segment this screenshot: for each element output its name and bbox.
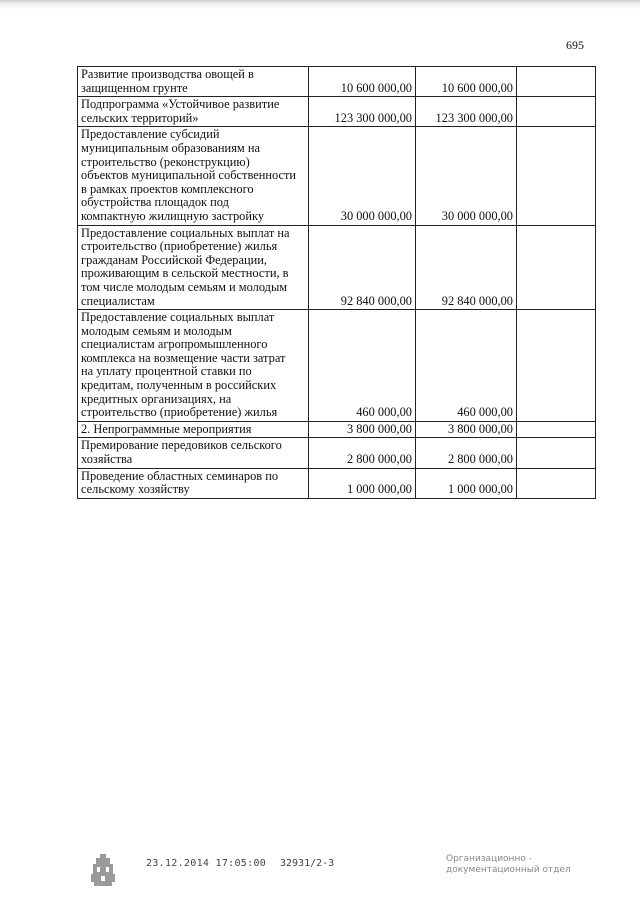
- row-name-line: 2. Непрограммные мероприятия: [81, 421, 252, 436]
- row-name-line: защищенном грунте: [81, 80, 188, 95]
- amount-cell: 460 000,00: [309, 310, 416, 422]
- amount-cell: 1 000 000,00: [309, 468, 416, 498]
- amount-cell: 1 000 000,00: [416, 468, 517, 498]
- row-name-cell: [78, 438, 309, 468]
- row-name-line: сельских территорий»: [81, 110, 199, 125]
- amount-cell: 123 300 000,00: [309, 97, 416, 127]
- table-row: [78, 421, 596, 438]
- row-name-line: молодым семьям и молодым: [81, 323, 232, 338]
- empty-cell: [517, 97, 596, 127]
- row-name-line: комплекса на возмещение части затрат: [81, 350, 286, 365]
- row-name-line: кредитных организациях, на: [81, 391, 232, 406]
- department-stamp: [446, 854, 576, 876]
- amount-cell: 92 840 000,00: [309, 225, 416, 310]
- row-name-line: Предоставление социальных выплат: [81, 310, 275, 325]
- amount-cell: 30 000 000,00: [309, 127, 416, 225]
- row-name-line: хозяйства: [81, 452, 133, 467]
- amount-cell: 92 840 000,00: [416, 225, 517, 310]
- table-row: [78, 67, 596, 97]
- row-name-line: в рамках проектов комплексного: [81, 181, 254, 196]
- row-name-line: строительство (приобретение) жилья: [81, 239, 278, 254]
- empty-cell: [517, 310, 596, 422]
- department-line: документационный отдел: [446, 865, 571, 875]
- amount-cell: 3 800 000,00: [309, 421, 416, 438]
- row-name-line: проживающим в сельской местности, в: [81, 266, 289, 281]
- row-name-line: объектов муниципальной собственности: [81, 168, 297, 183]
- row-name-line: на уплату процентной ставки по: [81, 364, 252, 379]
- row-name-cell: [78, 127, 309, 225]
- amount-cell: 2 800 000,00: [309, 438, 416, 468]
- row-name-cell: [78, 421, 309, 438]
- row-name-line: компактную жилищную застройку: [81, 208, 265, 223]
- row-name-line: строительство (приобретение) жилья: [81, 405, 278, 420]
- row-name-cell: [78, 97, 309, 127]
- amount-cell: 123 300 000,00: [416, 97, 517, 127]
- amount-cell: 30 000 000,00: [416, 127, 517, 225]
- table-row: [78, 127, 596, 225]
- row-name-line: кредитам, полученным в российских: [81, 378, 277, 393]
- row-name-line: специалистам: [81, 293, 155, 308]
- budget-table: [77, 66, 596, 499]
- table-row: [78, 438, 596, 468]
- row-name-cell: [78, 67, 309, 97]
- print-timestamp: 23.12.2014 17:05:00: [146, 858, 267, 869]
- empty-cell: [517, 225, 596, 310]
- row-name-line: Предоставление субсидий: [81, 127, 220, 142]
- row-name-line: специалистам агропромышленного: [81, 337, 268, 352]
- row-name-cell: [78, 468, 309, 498]
- row-name-line: Премирование передовиков сельского: [81, 438, 282, 453]
- empty-cell: [517, 67, 596, 97]
- row-name-cell: [78, 225, 309, 310]
- row-name-line: том числе молодым семьям и молодым: [81, 279, 288, 294]
- empty-cell: [517, 468, 596, 498]
- department-line: Организационно -: [446, 854, 532, 864]
- table-row: [78, 468, 596, 498]
- row-name-line: Предоставление социальных выплат на: [81, 225, 290, 240]
- row-name-line: сельскому хозяйству: [81, 482, 190, 497]
- row-name-line: строительство (реконструкцию): [81, 154, 250, 169]
- amount-cell: 460 000,00: [416, 310, 517, 422]
- amount-cell: 10 600 000,00: [416, 67, 517, 97]
- row-name-line: Развитие производства овощей в: [81, 67, 254, 81]
- amount-cell: 2 800 000,00: [416, 438, 517, 468]
- scan-edge: [0, 0, 640, 14]
- empty-cell: [517, 421, 596, 438]
- row-name-line: муниципальным образованиям на: [81, 140, 260, 155]
- coat-of-arms-icon: [88, 852, 118, 888]
- row-name-line: Подпрограмма «Устойчивое развитие: [81, 97, 280, 112]
- row-name-line: Проведение областных семинаров по: [81, 468, 279, 483]
- empty-cell: [517, 127, 596, 225]
- row-name-line: гражданам Российской Федерации,: [81, 252, 267, 267]
- page-number: 695: [566, 38, 584, 52]
- table-row: [78, 225, 596, 310]
- row-name-cell: [78, 310, 309, 422]
- document-code: 32931/2-3: [280, 858, 335, 869]
- table-row: [78, 97, 596, 127]
- row-name-line: обустройства площадок под: [81, 195, 229, 210]
- amount-cell: 3 800 000,00: [416, 421, 517, 438]
- empty-cell: [517, 438, 596, 468]
- amount-cell: 10 600 000,00: [309, 67, 416, 97]
- table-row: [78, 310, 596, 422]
